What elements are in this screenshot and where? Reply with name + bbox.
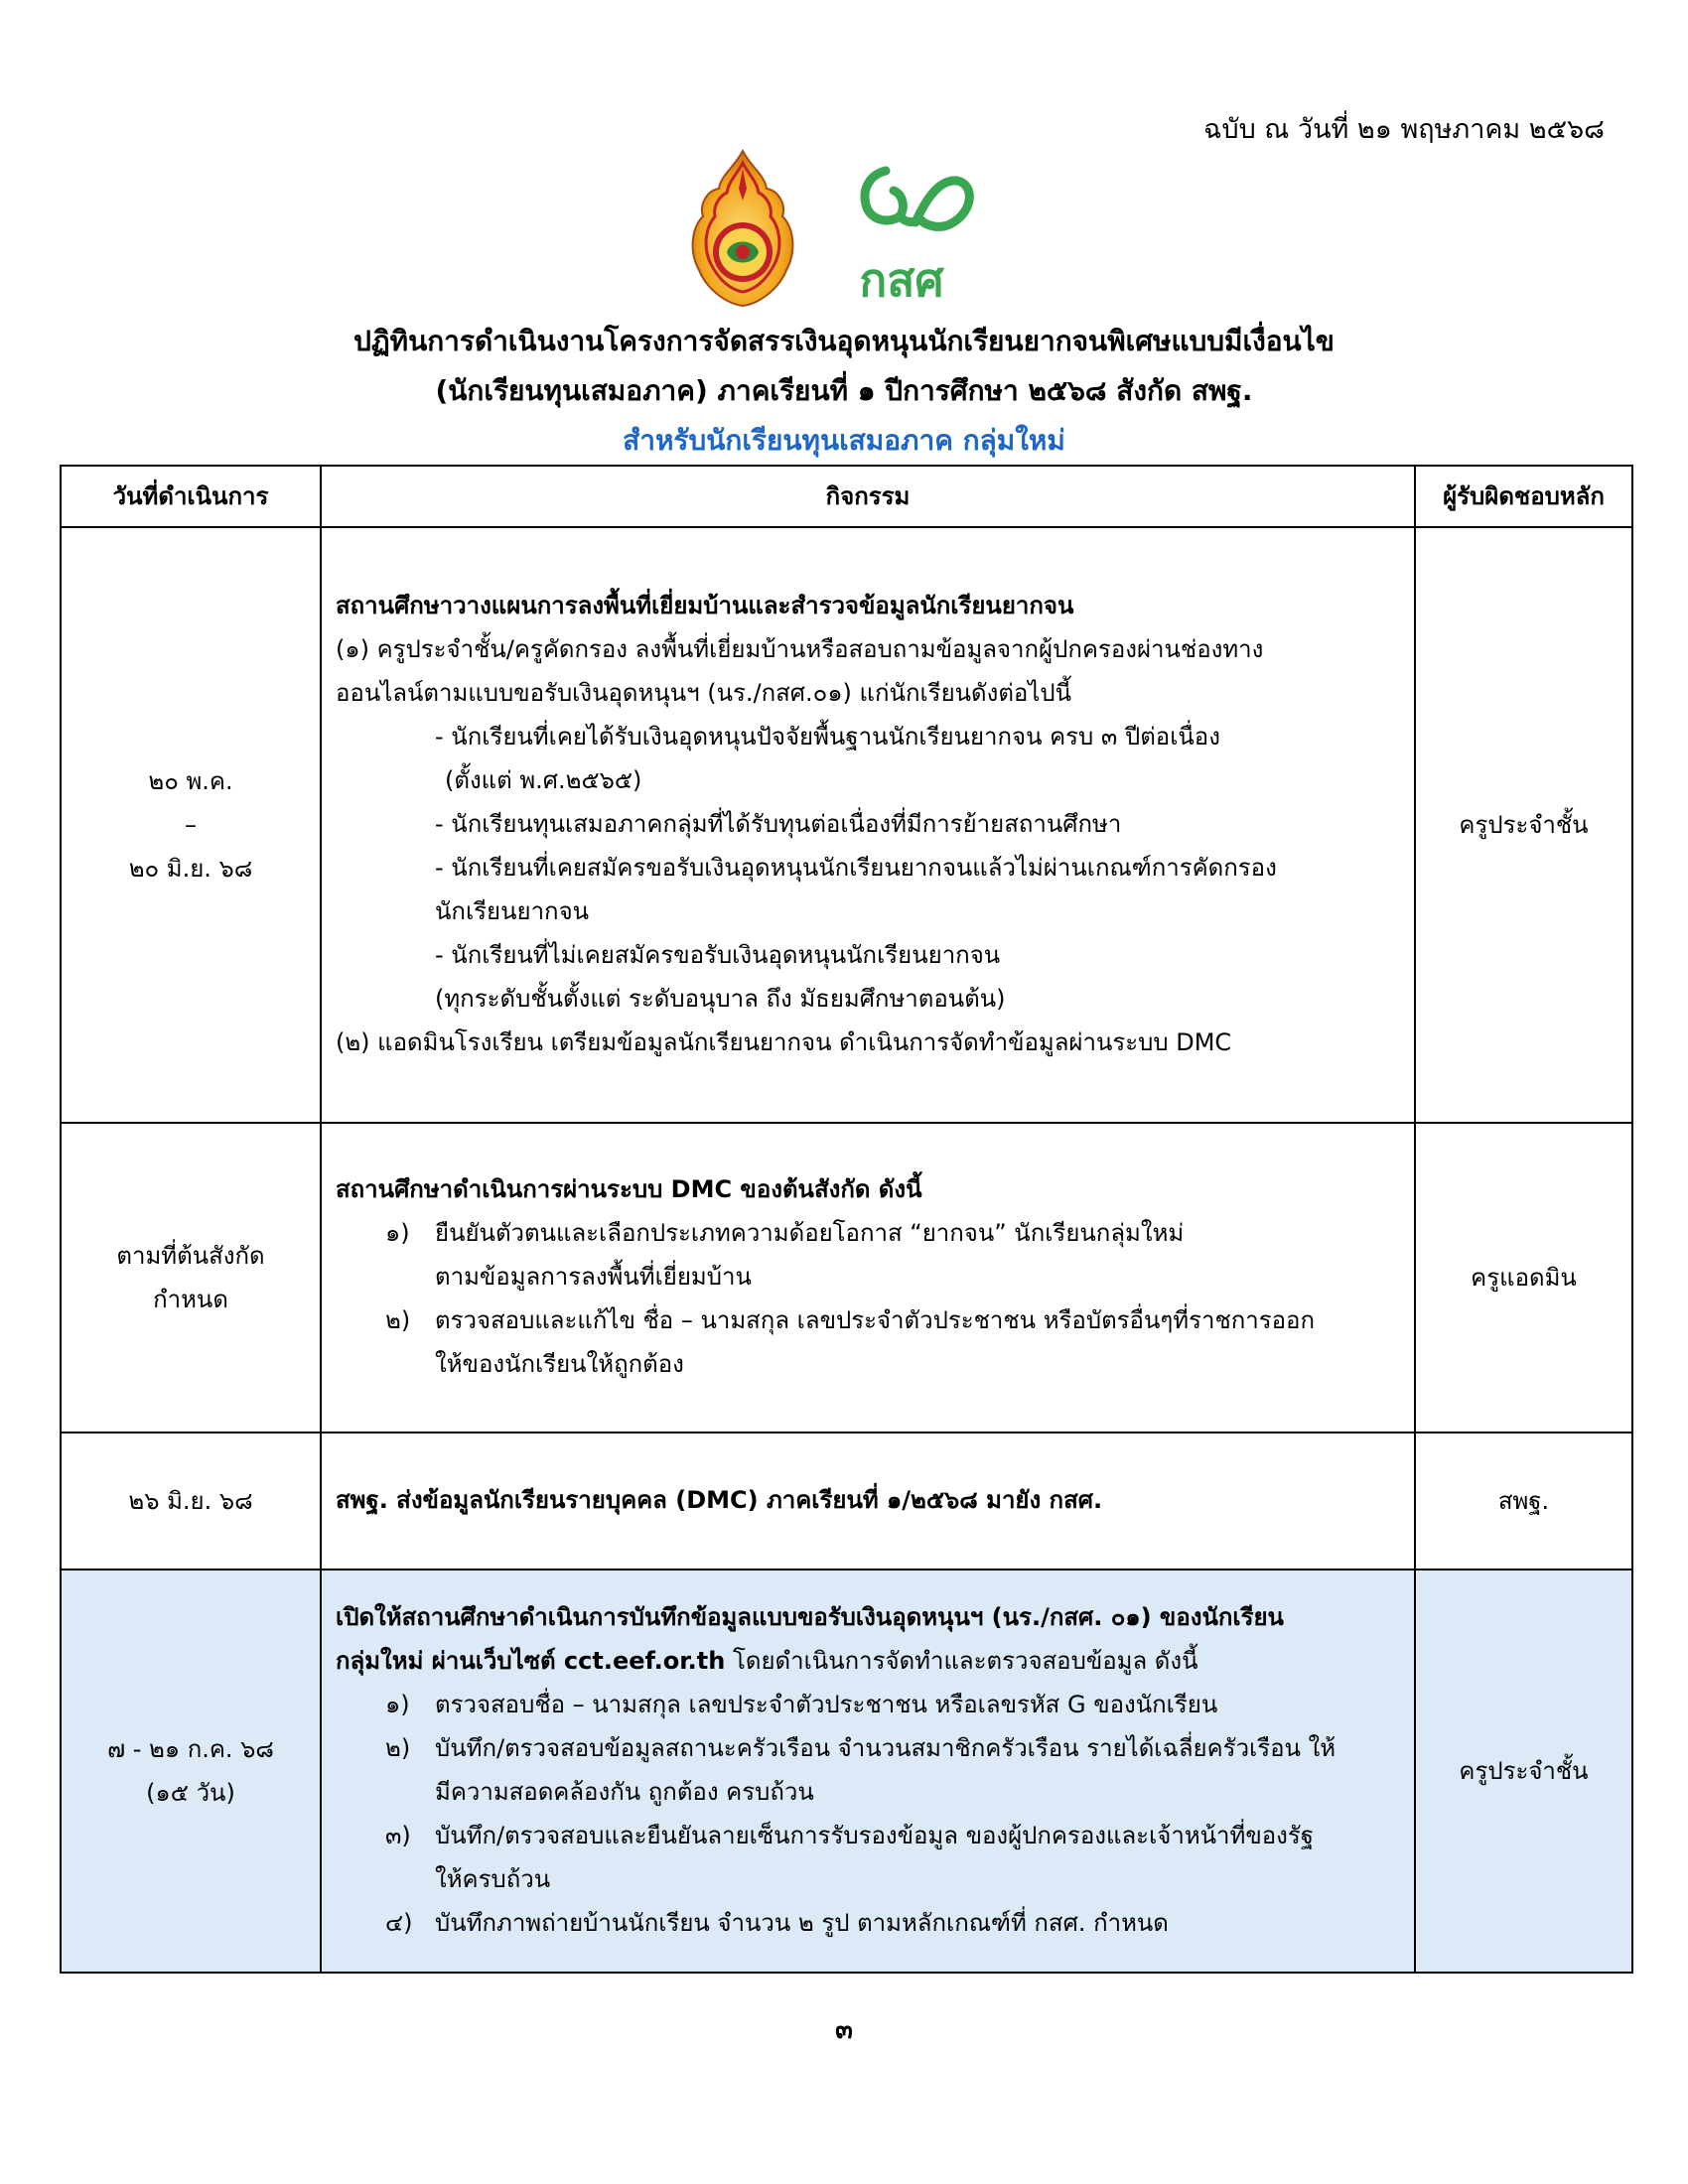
- activity-bullet: - นักเรียนที่เคยได้รับเงินอุดหนุนปัจจัยพื้นฐานนักเรียนยากจน ครบ ๓ ปีต่อเนื่อง: [435, 723, 1220, 751]
- date-text: กำหนด: [153, 1286, 228, 1313]
- numbered-item: [336, 1342, 1400, 1386]
- website-text: กลุ่มใหม่ ผ่านเว็บไซต์ cct.eef.or.th: [336, 1647, 726, 1675]
- activity-cell: [321, 1123, 1415, 1433]
- activity-bullet-cont: (ทุกระดับชั้นตั้งแต่ ระดับอนุบาล ถึง มัธยมศึกษาตอนต้น): [435, 985, 1006, 1013]
- date-cell: ๒๖ มิ.ย. ๖๘: [61, 1433, 321, 1570]
- table-row: [61, 1123, 1632, 1433]
- document-title: ปฏิทินการดำเนินงานโครงการจัดสรรเงินอุดหนุนนักเรียนยากจนพิเศษแบบมีเงื่อนไข: [353, 325, 1335, 357]
- document-date: ฉบับ ณ วันที่ ๒๑ พฤษภาคม ๒๕๖๘: [1203, 114, 1605, 145]
- numbered-item: [336, 1255, 1400, 1298]
- obec-seal-icon: [687, 149, 798, 308]
- table-row: [61, 527, 1632, 1123]
- responsible-cell: ครูประจำชั้น: [1415, 1570, 1632, 1973]
- table-row: [61, 1433, 1632, 1570]
- activity-line: ออนไลน์ตามแบบขอรับเงินอุดหนุนฯ (นร./กสศ.๐๑) แก่นักเรียนดังต่อไปนี้: [336, 679, 1072, 707]
- activity-cell: [321, 527, 1415, 1123]
- numbered-item: [336, 1298, 1400, 1342]
- date-text: ๗ - ๒๑ ก.ค. ๖๘: [107, 1735, 274, 1763]
- item-number: ๔): [385, 1909, 413, 1937]
- date-cell: [61, 527, 321, 1123]
- numbered-item: [336, 1814, 1400, 1857]
- date-text: (๑๕ วัน): [146, 1779, 235, 1807]
- column-header-activity: กิจกรรม: [321, 466, 1415, 527]
- activity-bullet: - นักเรียนที่เคยสมัครขอรับเงินอุดหนุนนักเรียนยากจนแล้วไม่ผ่านเกณฑ์การคัดกรอง: [435, 854, 1277, 882]
- responsible-cell: ครูประจำชั้น: [1415, 527, 1632, 1123]
- activity-bullet: - นักเรียนที่ไม่เคยสมัครขอรับเงินอุดหนุนนักเรียนยากจน: [435, 941, 1001, 969]
- item-text: บันทึก/ตรวจสอบและยืนยันลายเซ็นการรับรองข้อมูล ของผู้ปกครองและเจ้าหน้าที่ของรัฐ: [435, 1822, 1315, 1849]
- date-cell: [61, 1570, 321, 1973]
- activity-bullet-cont: นักเรียนยากจน: [435, 897, 590, 925]
- activity-cell: [321, 1570, 1415, 1973]
- numbered-item: [336, 1857, 1400, 1901]
- activity-bullet-cont: (ตั้งแต่ พ.ศ.๒๕๖๕): [445, 766, 642, 794]
- activity-line: โดยดำเนินการจัดทำและตรวจสอบข้อมูล ดังนี้: [725, 1647, 1198, 1675]
- item-text: ตรวจสอบชื่อ – นามสกุล เลขประจำตัวประชาชน หรือเลขรหัส G ของนักเรียน: [435, 1691, 1218, 1718]
- page-number: ๓: [835, 2015, 853, 2045]
- document-title-line2: (นักเรียนทุนเสมอภาค) ภาคเรียนที่ ๑ ปีการศึกษา ๒๕๖๘ สังกัด สพฐ.: [435, 374, 1253, 407]
- activity-heading: สถานศึกษาวางแผนการลงพื้นที่เยี่ยมบ้านและสำรวจข้อมูลนักเรียนยากจน: [336, 592, 1074, 619]
- date-cell: [61, 1123, 321, 1433]
- numbered-item: [336, 1901, 1400, 1945]
- activity-heading-line2: [336, 1639, 1400, 1683]
- table-header-row: [61, 466, 1632, 527]
- item-text: มีความสอดคล้องกัน ถูกต้อง ครบถ้วน: [435, 1778, 814, 1806]
- date-text: ตามที่ต้นสังกัด: [116, 1242, 265, 1270]
- item-text: บันทึกภาพถ่ายบ้านนักเรียน จำนวน ๒ รูป ตามหลักเกณฑ์ที่ กสศ. กำหนด: [435, 1909, 1169, 1937]
- column-header-date: วันที่ดำเนินการ: [61, 466, 321, 527]
- item-text: บันทึก/ตรวจสอบข้อมูลสถานะครัวเรือน จำนวนสมาชิกครัวเรือน รายได้เฉลี่ยครัวเรือน ให้: [435, 1734, 1336, 1762]
- logo-group: [687, 149, 1005, 308]
- table-row: [61, 1570, 1632, 1973]
- item-number: ๒): [385, 1734, 411, 1762]
- numbered-item: [336, 1683, 1400, 1726]
- responsible-cell: ครูแอดมิน: [1415, 1123, 1632, 1433]
- activity-line: (๒) แอดมินโรงเรียน เตรียมข้อมูลนักเรียนยากจน ดำเนินการจัดทำข้อมูลผ่านระบบ DMC: [336, 1028, 1232, 1056]
- item-number: ๒): [385, 1306, 411, 1334]
- activity-heading: สถานศึกษาดำเนินการผ่านระบบ DMC ของต้นสังกัด ดังนี้: [336, 1175, 922, 1203]
- item-number: ๓): [385, 1822, 411, 1849]
- responsible-cell: สพฐ.: [1415, 1433, 1632, 1570]
- activity-bullet: - นักเรียนทุนเสมอภาคกลุ่มที่ได้รับทุนต่อเนื่องที่มีการย้ายสถานศึกษา: [435, 810, 1122, 838]
- item-number: ๑): [385, 1691, 410, 1718]
- document-subtitle: สำหรับนักเรียนทุนเสมอภาค กลุ่มใหม่: [623, 424, 1065, 457]
- date-text: ๒๐ พ.ค.: [148, 767, 233, 795]
- activity-heading: เปิดให้สถานศึกษาดำเนินการบันทึกข้อมูลแบบขอรับเงินอุดหนุนฯ (นร./กสศ. ๐๑) ของนักเรียน: [336, 1603, 1284, 1631]
- item-text: ให้ครบถ้วน: [435, 1865, 551, 1893]
- item-text: ให้ของนักเรียนให้ถูกต้อง: [435, 1350, 684, 1378]
- column-header-responsible: ผู้รับผิดชอบหลัก: [1415, 466, 1632, 527]
- eef-logo-text: กสศ: [859, 253, 944, 307]
- activity-line: (๑) ครูประจำชั้น/ครูคัดกรอง ลงพื้นที่เยี่ยมบ้านหรือสอบถามข้อมูลจากผู้ปกครองผ่านช่องทาง: [336, 635, 1264, 663]
- numbered-item: [336, 1770, 1400, 1814]
- numbered-item: [336, 1211, 1400, 1255]
- activity-heading: สพฐ. ส่งข้อมูลนักเรียนรายบุคคล (DMC) ภาคเรียนที่ ๑/๒๕๖๘ มายัง กสศ.: [336, 1486, 1103, 1514]
- item-number: ๑): [385, 1219, 410, 1247]
- item-text: ยืนยันตัวตนและเลือกประเภทความด้อยโอกาส “ยากจน” นักเรียนกลุ่มใหม่: [435, 1219, 1185, 1247]
- date-text: –: [185, 811, 197, 839]
- item-text: ตรวจสอบและแก้ไข ชื่อ – นามสกุล เลขประจำตัวประชาชน หรือบัตรอื่นๆที่ราชการออก: [435, 1306, 1315, 1334]
- activity-cell: [321, 1433, 1415, 1570]
- date-text: ๒๐ มิ.ย. ๖๘: [128, 855, 253, 883]
- item-text: ตามข้อมูลการลงพื้นที่เยี่ยมบ้าน: [435, 1263, 752, 1291]
- schedule-table: [60, 465, 1633, 1974]
- numbered-item: [336, 1726, 1400, 1770]
